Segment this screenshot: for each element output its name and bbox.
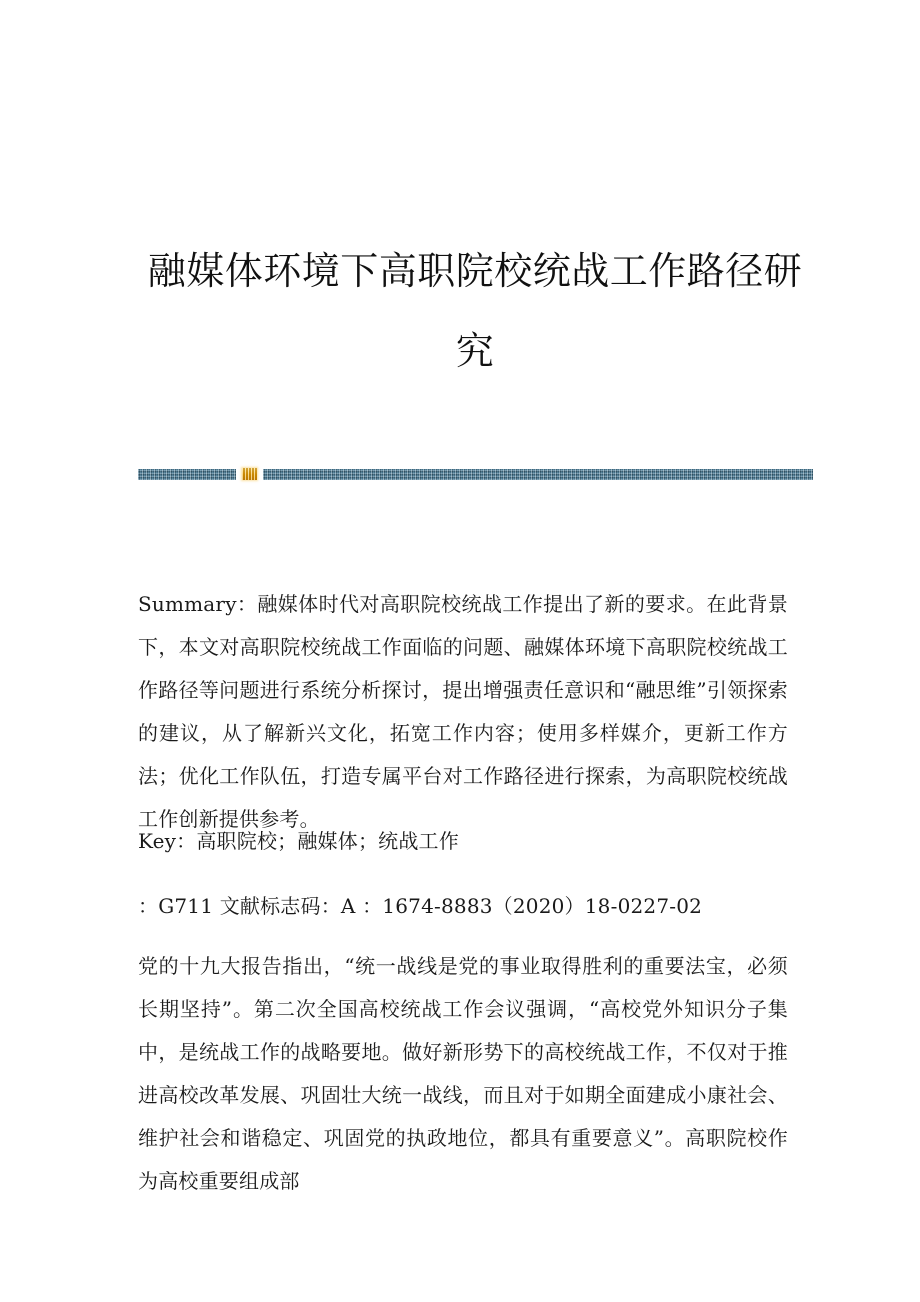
page-title: 融媒体环境下高职院校统战工作路径研究 (147, 249, 803, 374)
gem-ornament-inner (242, 468, 257, 480)
divider-bar-left (138, 469, 236, 480)
main-body-paragraph: 党的十九大报告指出，“统一战线是党的事业取得胜利的重要法宝，必须长期坚持”。第二次全国高校统战工作会议强调，“高校党外知识分子集中，是统战工作的战略要地。做好新形势下的高校统战工作，不仅对于推进高校改革发展、巩固壮大统一战线，而且对于如期全面建成小康社会、维护社会和谐稳定、巩固党的执政地位，都具有重要意义”。高职院校作为高校重要组成部 (138, 954, 788, 1193)
section-divider (138, 466, 813, 482)
divider-bar-right (263, 469, 813, 480)
gem-ornament-icon (239, 466, 260, 482)
keywords-line: Key：高职院校；融媒体；统战工作 (138, 829, 459, 853)
classification-code-line: ：G711 文献标志码：A ：1674-8883（2020）18-0227-02 (138, 894, 703, 918)
abstract-paragraph: Summary：融媒体时代对高职院校统战工作提出了新的要求。在此背景下，本文对高职院校统战工作面临的问题、融媒体环境下高职院校统战工作路径等问题进行系统分析探讨，提出增强责任意识和“融思维”引领探索的建议，从了解新兴文化，拓宽工作内容；使用多样媒介，更新工作方法；优化工作队伍，打造专属平台对工作路径进行探索，为高职院校统战工作创新提供参考。 (138, 592, 788, 831)
